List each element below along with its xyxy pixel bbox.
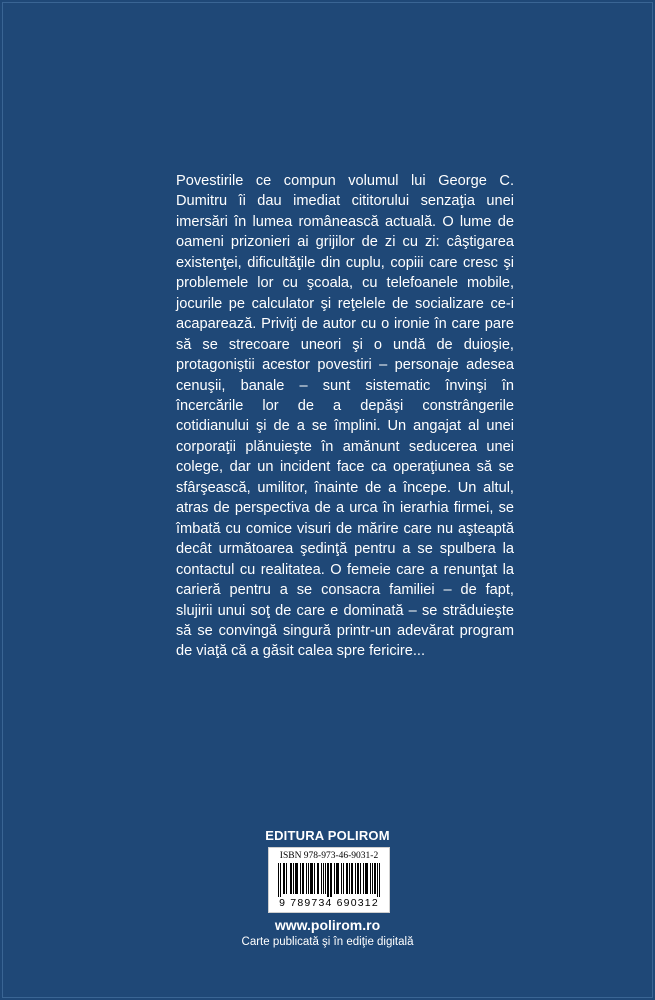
- back-cover-blurb: Povestirile ce compun volumul lui George C. Dumitru îi dau imediat cititorului senzaţia unei imersări în lumea românească actuală. O lume de oameni prizonieri ai grijilor de zi cu zi: câştigarea existenţei, dificultăţile din cuplu, copiii care cresc şi problemele lor cu şcoala, cu telefoanele mobile, jocurile pe calculator şi reţelele de socializare ce-i acaparează. Priviţi de autor cu o ironie în care pare să se strecoare uneori şi o undă de duioşie, protagoniştii acestor povestiri – personaje adesea cenuşii, banale – sunt sistematic învinşi în încercările lor de a depăşi constrângerile cotidianului şi de a se împlini. Un angajat al unei corporaţii plănuieşte în amănunt seducerea unei colege, dar un incident face ca operaţiunea să se sfârşească, umilitor, înainte de a începe. Un altul, atras de perspectiva de a urca în ierarhia firmei, se îmbată cu comice visuri de mărire care nu aşteaptă decât următoarea şedinţă pentru a se spulbera la contactul cu realitatea. O femeie care a renunţat la carieră pentru a se consacra familiei – de fapt, slujirii unui soţ de care e dominată – se străduieşte să se convingă singură printr-un adevărat program de viaţă că a găsit calea spre fericire...: [176, 173, 514, 660]
- barcode-bar: [295, 863, 296, 894]
- barcode-bars-icon: [278, 863, 380, 897]
- barcode-bar: [323, 863, 324, 894]
- barcode-bar: [325, 863, 326, 894]
- barcode-bar: [284, 863, 285, 894]
- barcode-bar: [283, 863, 284, 894]
- barcode-bar: [331, 863, 332, 897]
- barcode-bar: [367, 863, 368, 894]
- barcode-bar: [336, 863, 337, 894]
- barcode-bar: [363, 863, 364, 894]
- barcode-bar: [290, 863, 291, 894]
- barcode-bar: [349, 863, 350, 894]
- barcode-bar: [338, 863, 339, 894]
- barcode-bar: [337, 863, 338, 894]
- barcode-bar: [347, 863, 348, 894]
- barcode-bar: [351, 863, 352, 894]
- barcode-bar: [330, 863, 331, 897]
- barcode-bar: [293, 863, 294, 894]
- barcode-bar: [372, 863, 373, 894]
- barcode-bar: [328, 863, 329, 897]
- barcode-bar: [374, 863, 375, 894]
- barcode-bar: [366, 863, 367, 894]
- barcode-bar: [300, 863, 301, 894]
- barcode-bar: [352, 863, 353, 894]
- barcode-bar: [379, 863, 380, 897]
- barcode-bar: [318, 863, 319, 894]
- barcode: [268, 847, 390, 913]
- barcode-bar: [314, 863, 315, 894]
- barcode-bar: [303, 863, 304, 894]
- barcode-bar: [306, 863, 307, 894]
- barcode-bar: [365, 863, 366, 894]
- barcode-bar: [360, 863, 361, 894]
- barcode-bar: [296, 863, 297, 894]
- digital-edition-note: Carte publicată şi în ediţie digitală: [241, 936, 414, 948]
- barcode-bar: [377, 863, 378, 897]
- barcode-bar: [334, 863, 335, 894]
- barcode-bar: [375, 863, 376, 894]
- barcode-bar: [302, 863, 303, 894]
- publisher-website: www.polirom.ro: [274, 917, 381, 933]
- barcode-digits: 9 789734 690312: [279, 897, 379, 909]
- barcode-bar: [327, 863, 328, 897]
- barcode-bar: [291, 863, 292, 894]
- barcode-bar: [357, 863, 358, 894]
- barcode-bar: [278, 863, 279, 897]
- isbn-text: ISBN 978-973-46-9031-2: [279, 851, 379, 861]
- barcode-bar: [355, 863, 356, 894]
- barcode-bar: [310, 863, 311, 894]
- barcode-bar: [280, 863, 281, 897]
- barcode-bar: [317, 863, 318, 894]
- barcode-bar: [358, 863, 359, 894]
- publisher-name: EDITURA POLIROM: [265, 828, 390, 843]
- barcode-bar: [297, 863, 298, 894]
- barcode-bar: [341, 863, 342, 894]
- barcode-bar: [321, 863, 322, 894]
- barcode-bar: [346, 863, 347, 894]
- barcode-bar: [312, 863, 313, 894]
- barcode-bar: [343, 863, 344, 894]
- barcode-bar: [311, 863, 312, 894]
- barcode-bar: [370, 863, 371, 894]
- barcode-bar: [308, 863, 309, 894]
- barcode-bar: [286, 863, 287, 894]
